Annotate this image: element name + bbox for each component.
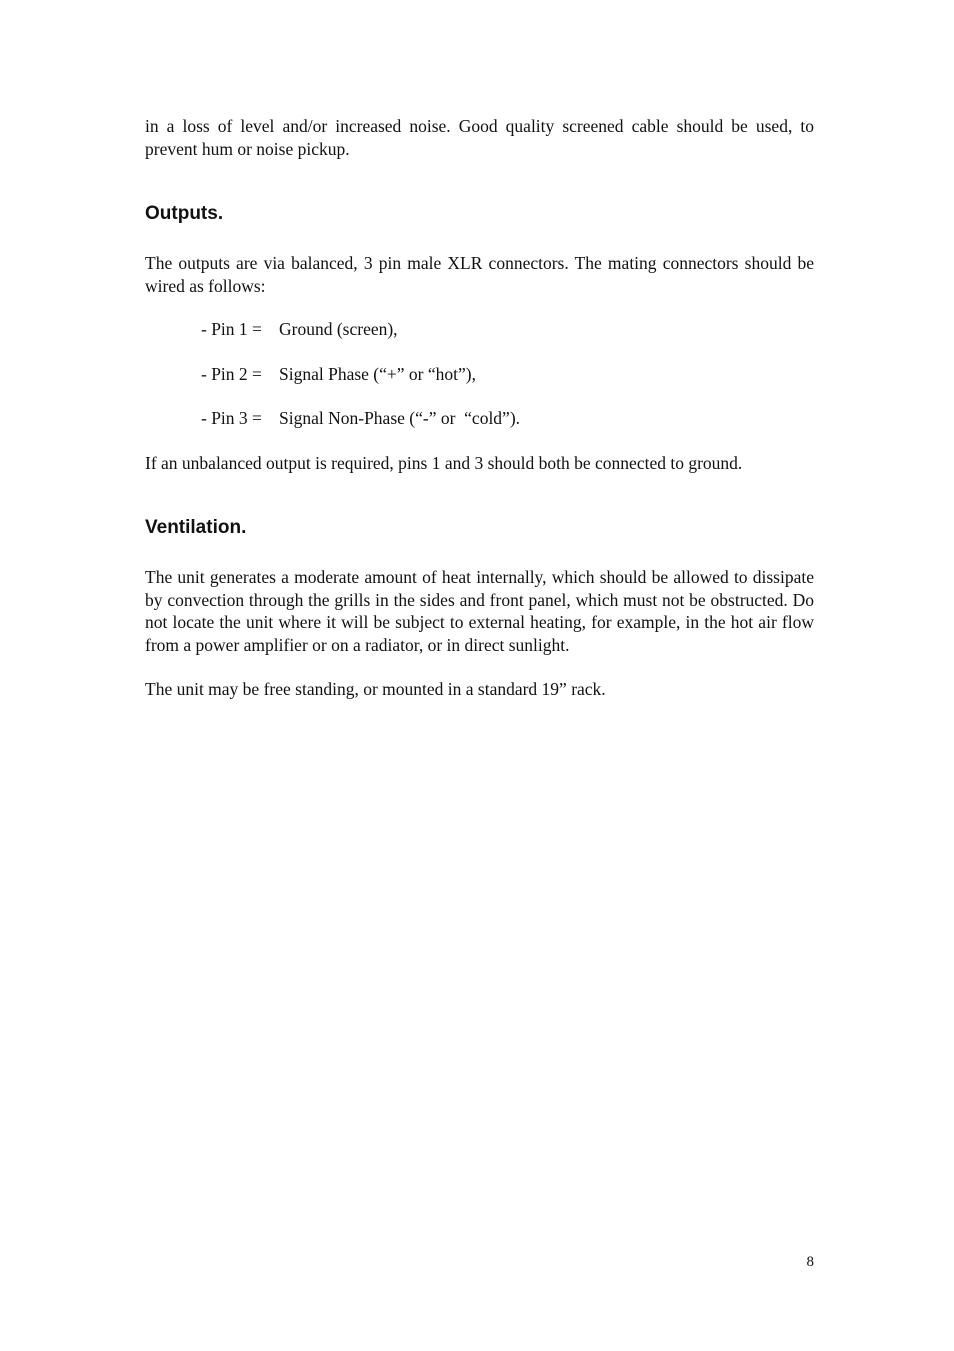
page-content [145,115,814,701]
pin-3-value: Signal Non-Phase (“-” or “cold”). [279,408,521,428]
pin-1-label: - Pin 1 = [201,319,262,339]
pin-3-item [145,407,814,430]
pin-1-item [145,318,814,341]
ventilation-paragraph: The unit generates a moderate amount of heat internally, which should be allowed to dissipate by convection through the grills in the sides and front panel, which must not be obstructed. Do not locate the unit where it will be subject to external heating, for example, in the hot air flow from a power amplifier or on a radiator, or in direct sunlight. [145,567,814,655]
pin-2-item [145,363,814,386]
pin-3-label: - Pin 3 = [201,408,262,428]
ventilation-heading: Ventilation. [145,517,247,538]
page-number: 8 [806,1254,814,1270]
pin-2-label: - Pin 2 = [201,363,262,384]
unbalanced-note: If an unbalanced output is required, pins 1 and 3 should both be connected to ground. [145,452,743,473]
outputs-heading: Outputs. [145,203,224,224]
outputs-intro-paragraph: The outputs are via balanced, 3 pin male XLR connectors. The mating connectors should be wired as follows: [145,253,814,296]
pin-wiring-list [145,318,814,430]
continuation-paragraph: in a loss of level and/or increased noise. Good quality screened cable should be used, to prevent hum or noise pickup. [145,116,814,159]
pin-1-value: Ground (screen), [279,319,398,339]
mounting-paragraph: The unit may be free standing, or mounted in a standard 19” rack. [145,679,606,699]
pin-2-value: Signal Phase (“+” or “hot”), [279,363,476,384]
